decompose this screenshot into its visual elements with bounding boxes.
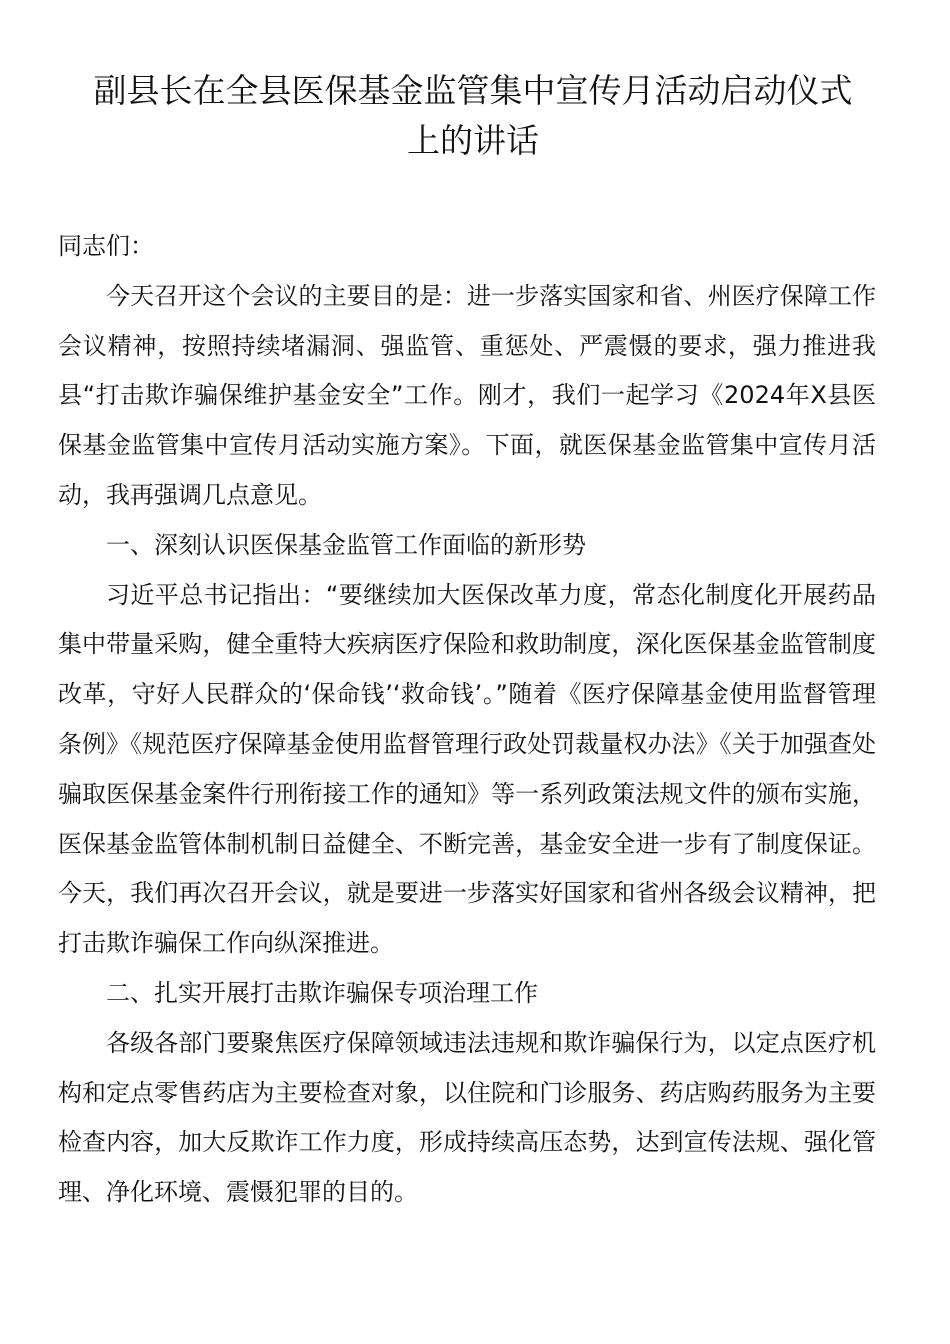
document-title-line-2: 上的讲话 bbox=[407, 121, 539, 160]
document-body bbox=[58, 222, 876, 1218]
section-heading-2: 二、扎实开展打击欺诈骗保专项治理工作 bbox=[106, 978, 538, 1007]
salutation: 同志们： bbox=[58, 232, 154, 260]
paragraph-section-1: 习近平总书记指出：“要继续加大医保改革力度，常态化制度化开展药品集中带量采购，健全重特大疾病医疗保险和救助制度，深化医保基金监管制度改革，守好人民群众的‘保命钱’‘救命钱’。”随着《医疗保障基金使用监督管理条例》《规范医疗保障基金使用监督管理行政处罚裁量权办法》《关于加强查处骗取医保基金案件行刑衔接工作的通知》等一系列政策法规文件的颁布实施，医保基金监管体制机制日益健全、不断完善，基金安全进一步有了制度保证。今天，我们再次召开会议，就是要进一步落实好国家和省州各级会议精神，把打击欺诈骗保工作向纵深推进。 bbox=[58, 580, 876, 958]
document-title bbox=[58, 66, 876, 166]
section-heading-1: 一、深刻认识医保基金监管工作面临的新形势 bbox=[106, 530, 586, 559]
paragraph-section-2: 各级各部门要聚焦医疗保障领域违法违规和欺诈骗保行为，以定点医疗机构和定点零售药店为主要检查对象，以住院和门诊服务、药店购药服务为主要检查内容，加大反欺诈工作力度，形成持续高压态势，达到宣传法规、强化管理、净化环境、震慑犯罪的目的。 bbox=[58, 1028, 876, 1207]
paragraph-intro: 今天召开这个会议的主要目的是：进一步落实国家和省、州医疗保障工作会议精神，按照持续堵漏洞、强监管、重惩处、严震慑的要求，强力推进我县“打击欺诈骗保维护基金安全”工作。刚才，我们一起学习《2024年X县医保基金监管集中宣传月活动实施方案》。下面，就医保基金监管集中宣传月活动，我再强调几点意见。 bbox=[58, 281, 876, 509]
document-title-line-1: 副县长在全县医保基金监管集中宣传月活动启动仪式 bbox=[93, 71, 853, 110]
